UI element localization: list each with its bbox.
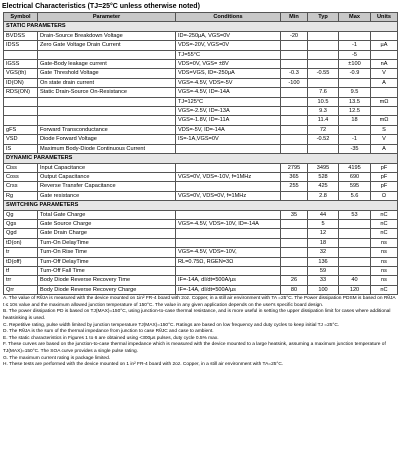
cell-max: -5 — [339, 50, 371, 59]
cell-conditions — [176, 229, 281, 238]
cell-typ — [308, 50, 339, 59]
cell-parameter — [38, 107, 176, 116]
cell-symbol: Ciss — [4, 163, 38, 172]
cell-min — [281, 144, 308, 153]
cell-typ — [308, 31, 339, 40]
cell-symbol: Qrr — [4, 285, 38, 294]
table-row — [4, 182, 398, 191]
cell-parameter: Input Capacitance — [38, 163, 176, 172]
footnote: G. The maximum current rating is package limited. — [3, 355, 111, 361]
cell-max: 595 — [339, 182, 371, 191]
cell-typ: 425 — [308, 182, 339, 191]
header-symbol: Symbol — [4, 13, 38, 22]
cell-parameter: On state drain current — [38, 78, 176, 87]
cell-units: µA — [371, 41, 398, 50]
cell-min — [281, 41, 308, 50]
cell-typ: 32 — [308, 248, 339, 257]
cell-typ: 12 — [308, 229, 339, 238]
table-row — [4, 238, 398, 247]
section-title: DYNAMIC PARAMETERS — [4, 154, 398, 163]
cell-min — [281, 60, 308, 69]
cell-conditions: VGS=-4.5V, VDS=-10V, — [176, 248, 281, 257]
table-row — [4, 50, 398, 59]
header-min: Min — [281, 13, 308, 22]
cell-symbol: VGS(th) — [4, 69, 38, 78]
cell-units: nC — [371, 285, 398, 294]
cell-typ: 11.4 — [308, 116, 339, 125]
table-row — [4, 219, 398, 228]
table-row — [4, 69, 398, 78]
cell-symbol — [4, 116, 38, 125]
cell-units: A — [371, 144, 398, 153]
cell-typ: 100 — [308, 285, 339, 294]
cell-parameter: Zero Gate Voltage Drain Current — [38, 41, 176, 50]
cell-parameter: Gate resistance — [38, 191, 176, 200]
cell-conditions — [176, 144, 281, 153]
page-title: Electrical Characteristics (TJ=25°C unless otherwise noted) — [2, 3, 200, 10]
cell-conditions: VDS=-20V, VGS=0V — [176, 41, 281, 50]
cell-typ — [308, 78, 339, 87]
cell-parameter: Static Drain-Source On-Resistance — [38, 88, 176, 97]
table-row — [4, 191, 398, 200]
table-row — [4, 60, 398, 69]
cell-units: S — [371, 125, 398, 134]
cell-symbol: IS — [4, 144, 38, 153]
cell-symbol: IGSS — [4, 60, 38, 69]
header-parameter: Parameter — [38, 13, 176, 22]
cell-symbol: RDS(ON) — [4, 88, 38, 97]
cell-min: 80 — [281, 285, 308, 294]
section-title: SWITCHING PARAMETERS — [4, 201, 398, 210]
cell-max — [339, 31, 371, 40]
cell-min — [281, 248, 308, 257]
cell-parameter: Forward Transconductance — [38, 125, 176, 134]
cell-parameter — [38, 50, 176, 59]
cell-symbol: ID(ON) — [4, 78, 38, 87]
cell-units: ns — [371, 248, 398, 257]
cell-conditions: IF=-14A, dI/dt=500A/µs — [176, 285, 281, 294]
cell-symbol: Qgd — [4, 229, 38, 238]
cell-min: 26 — [281, 276, 308, 285]
cell-min — [281, 266, 308, 275]
footnote: B. The power dissipation PD is based on TJ(MAX)=150°C, using junction-to-case thermal resistance, and is more useful in setting the upper dissipation limit for cases where additional heatsinking is used. — [3, 309, 391, 321]
cell-typ: 136 — [308, 257, 339, 266]
cell-symbol: tD(off) — [4, 257, 38, 266]
cell-units — [371, 31, 398, 40]
cell-parameter: Turn-On DelayTime — [38, 238, 176, 247]
cell-symbol: Rg — [4, 191, 38, 200]
cell-min — [281, 50, 308, 59]
cell-symbol: Qg — [4, 210, 38, 219]
cell-max: 53 — [339, 210, 371, 219]
footnote: F. These curves are based on the junction-to-case thermal impedance which is measured with the device mounted to a large heatsink, assuming a maximum junction temperature of TJ(MAX)=150°C. The SOA curve provides a single pulse rating. — [3, 342, 386, 354]
cell-typ: 59 — [308, 266, 339, 275]
cell-min — [281, 125, 308, 134]
table-header-row — [4, 13, 398, 22]
table-row — [4, 266, 398, 275]
cell-conditions: VDS=0V, VGS= ±8V — [176, 60, 281, 69]
table-row — [4, 210, 398, 219]
cell-typ: 7.6 — [308, 88, 339, 97]
cell-typ: 528 — [308, 172, 339, 181]
table-row — [4, 276, 398, 285]
cell-conditions: VGS=-4.5V, ID=-14A — [176, 88, 281, 97]
table-row — [4, 31, 398, 40]
table-row — [4, 116, 398, 125]
cell-parameter: Gate-Body leakage current — [38, 60, 176, 69]
cell-units: Ω — [371, 191, 398, 200]
cell-max: 690 — [339, 172, 371, 181]
cell-max — [339, 229, 371, 238]
cell-symbol: Crss — [4, 182, 38, 191]
cell-max: -35 — [339, 144, 371, 153]
cell-max — [339, 238, 371, 247]
cell-typ: 9.3 — [308, 107, 339, 116]
cell-max: 9.5 — [339, 88, 371, 97]
cell-units: pF — [371, 172, 398, 181]
cell-parameter: Gate Threshold Voltage — [38, 69, 176, 78]
cell-typ — [308, 144, 339, 153]
cell-max: -1 — [339, 41, 371, 50]
cell-parameter — [38, 116, 176, 125]
cell-units: mΩ — [371, 97, 398, 106]
cell-units: nC — [371, 229, 398, 238]
cell-min — [281, 219, 308, 228]
table-row — [4, 125, 398, 134]
cell-conditions — [176, 266, 281, 275]
cell-conditions: RL=0.75Ω, RGEN=3Ω — [176, 257, 281, 266]
cell-min — [281, 229, 308, 238]
cell-conditions: VGS=-1.8V, ID=-11A — [176, 116, 281, 125]
cell-typ: 10.5 — [308, 97, 339, 106]
cell-min: 2795 — [281, 163, 308, 172]
cell-conditions: VDS=VGS, ID=-250µA — [176, 69, 281, 78]
cell-max — [339, 125, 371, 134]
header-units: Units — [371, 13, 398, 22]
cell-conditions: TJ=55°C — [176, 50, 281, 59]
cell-units: V — [371, 135, 398, 144]
cell-min: -20 — [281, 31, 308, 40]
cell-conditions — [176, 182, 281, 191]
cell-max: -1 — [339, 135, 371, 144]
cell-units: mΩ — [371, 116, 398, 125]
section-header-row — [4, 201, 398, 210]
cell-parameter: Gate Drain Charge — [38, 229, 176, 238]
cell-max — [339, 248, 371, 257]
cell-units: A — [371, 78, 398, 87]
cell-parameter: Gate Source Charge — [38, 219, 176, 228]
cell-units — [371, 50, 398, 59]
cell-conditions: VGS=0V, VDS=-10V, f=1MHz — [176, 172, 281, 181]
cell-units: nC — [371, 219, 398, 228]
table-row — [4, 144, 398, 153]
cell-min — [281, 191, 308, 200]
table-row — [4, 88, 398, 97]
cell-min: 255 — [281, 182, 308, 191]
cell-min — [281, 97, 308, 106]
cell-typ: 18 — [308, 238, 339, 247]
cell-min: -100 — [281, 78, 308, 87]
cell-parameter: Drain-Source Breakdown Voltage — [38, 31, 176, 40]
section-header-row — [4, 154, 398, 163]
cell-symbol: gFS — [4, 125, 38, 134]
header-typ: Typ — [308, 13, 339, 22]
cell-min — [281, 135, 308, 144]
cell-parameter: Total Gate Charge — [38, 210, 176, 219]
cell-min — [281, 107, 308, 116]
cell-conditions: ID=-250µA, VGS=0V — [176, 31, 281, 40]
cell-max: -0.9 — [339, 69, 371, 78]
cell-typ: 44 — [308, 210, 339, 219]
cell-parameter: Turn-Off Fall Time — [38, 266, 176, 275]
cell-conditions: VGS=0V, VDS=0V, f=1MHz — [176, 191, 281, 200]
cell-parameter: Output Capacitance — [38, 172, 176, 181]
cell-parameter: Diode Forward Voltage — [38, 135, 176, 144]
cell-parameter — [38, 97, 176, 106]
cell-parameter: Reverse Transfer Capacitance — [38, 182, 176, 191]
table-row — [4, 107, 398, 116]
cell-typ: -0.52 — [308, 135, 339, 144]
table-row — [4, 257, 398, 266]
cell-max: 13.5 — [339, 97, 371, 106]
table-row — [4, 78, 398, 87]
cell-units: nC — [371, 210, 398, 219]
cell-units — [371, 88, 398, 97]
footnote: H. These tests are performed with the device mounted on 1 in² FR-4 board with 2oz. Copper, in a still air environment with TA=25°C. — [3, 362, 284, 368]
cell-units: ns — [371, 257, 398, 266]
table-row — [4, 97, 398, 106]
cell-typ: 72 — [308, 125, 339, 134]
table-row — [4, 172, 398, 181]
cell-parameter: Turn-Off DelayTime — [38, 257, 176, 266]
cell-max: ±100 — [339, 60, 371, 69]
cell-min: 365 — [281, 172, 308, 181]
cell-parameter: Body Diode Reverse Recovery Time — [38, 276, 176, 285]
cell-units: pF — [371, 163, 398, 172]
cell-units: V — [371, 69, 398, 78]
cell-symbol: tr — [4, 248, 38, 257]
cell-typ: 3495 — [308, 163, 339, 172]
cell-conditions: IF=-14A, dI/dt=500A/µs — [176, 276, 281, 285]
footnote: C. Repetitive rating, pulse width limited by junction temperature TJ(MAX)=150°C. Ratings are based on low frequency and duty cycles to keep initial TJ =25°C. — [3, 322, 340, 328]
table-row — [4, 135, 398, 144]
cell-max — [339, 266, 371, 275]
cell-units: ns — [371, 238, 398, 247]
cell-units: pF — [371, 182, 398, 191]
table-row — [4, 41, 398, 50]
cell-min — [281, 88, 308, 97]
cell-units: ns — [371, 276, 398, 285]
footnote: A. The value of RθJA is measured with the device mounted on 1in² FR-4 board with 2oz. Copper, in a still air environment with TA =25°C. The Power dissipation PDSM is based on RθJA t ≤ 10s value and the maximum allowed junction temperature of 150°C. The value in any given application depends on the user's specific board design. — [3, 296, 396, 308]
cell-typ: -0.55 — [308, 69, 339, 78]
cell-symbol: BVDSS — [4, 31, 38, 40]
cell-max: 120 — [339, 285, 371, 294]
table-row — [4, 248, 398, 257]
characteristics-table — [3, 12, 398, 295]
cell-conditions — [176, 163, 281, 172]
cell-conditions: VGS=-4.5V, VDS=-5V — [176, 78, 281, 87]
cell-symbol: IDSS — [4, 41, 38, 50]
cell-conditions — [176, 238, 281, 247]
cell-symbol: VSD — [4, 135, 38, 144]
cell-units: nA — [371, 60, 398, 69]
footnote: D. The RθJA is the sum of the thermal impedance from junction to case RθJC and case to ambient. — [3, 329, 214, 335]
section-title: STATIC PARAMETERS — [4, 22, 398, 31]
section-header-row — [4, 22, 398, 31]
cell-max — [339, 219, 371, 228]
cell-typ: 5 — [308, 219, 339, 228]
cell-conditions: VGS=-4.5V, VDS=-10V, ID=-14A — [176, 219, 281, 228]
cell-max: 4195 — [339, 163, 371, 172]
cell-min — [281, 238, 308, 247]
table-row — [4, 163, 398, 172]
cell-max — [339, 78, 371, 87]
cell-symbol — [4, 107, 38, 116]
cell-symbol: tD(on) — [4, 238, 38, 247]
cell-conditions: VDS=-5V, ID=-14A — [176, 125, 281, 134]
footnote: E. The static characteristics in Figures 1 to 6 are obtained using <300µs pulses, duty cycle 0.5% max. — [3, 335, 219, 341]
cell-typ — [308, 41, 339, 50]
cell-parameter: Maximum Body-Diode Continuous Current — [38, 144, 176, 153]
cell-typ — [308, 60, 339, 69]
cell-max: 18 — [339, 116, 371, 125]
table-row — [4, 229, 398, 238]
cell-max: 40 — [339, 276, 371, 285]
cell-symbol: tf — [4, 266, 38, 275]
cell-max — [339, 257, 371, 266]
cell-min: -0.3 — [281, 69, 308, 78]
cell-symbol — [4, 50, 38, 59]
cell-parameter: Turn-On Rise Time — [38, 248, 176, 257]
cell-conditions: IS=-1A,VGS=0V — [176, 135, 281, 144]
header-max: Max — [339, 13, 371, 22]
cell-max: 12.5 — [339, 107, 371, 116]
cell-conditions — [176, 210, 281, 219]
footnotes — [3, 296, 397, 369]
cell-typ: 2.8 — [308, 191, 339, 200]
cell-typ: 33 — [308, 276, 339, 285]
cell-units — [371, 107, 398, 116]
cell-max: 5.6 — [339, 191, 371, 200]
cell-conditions: TJ=125°C — [176, 97, 281, 106]
cell-units: ns — [371, 266, 398, 275]
cell-min — [281, 116, 308, 125]
cell-parameter: Body Diode Reverse Recovery Charge — [38, 285, 176, 294]
header-conditions: Conditions — [176, 13, 281, 22]
cell-min — [281, 257, 308, 266]
cell-symbol: Qgs — [4, 219, 38, 228]
cell-symbol: trr — [4, 276, 38, 285]
table-row — [4, 285, 398, 294]
cell-min: 35 — [281, 210, 308, 219]
cell-conditions: VGS=-2.5V, ID=-13A — [176, 107, 281, 116]
cell-symbol: Coss — [4, 172, 38, 181]
cell-symbol — [4, 97, 38, 106]
